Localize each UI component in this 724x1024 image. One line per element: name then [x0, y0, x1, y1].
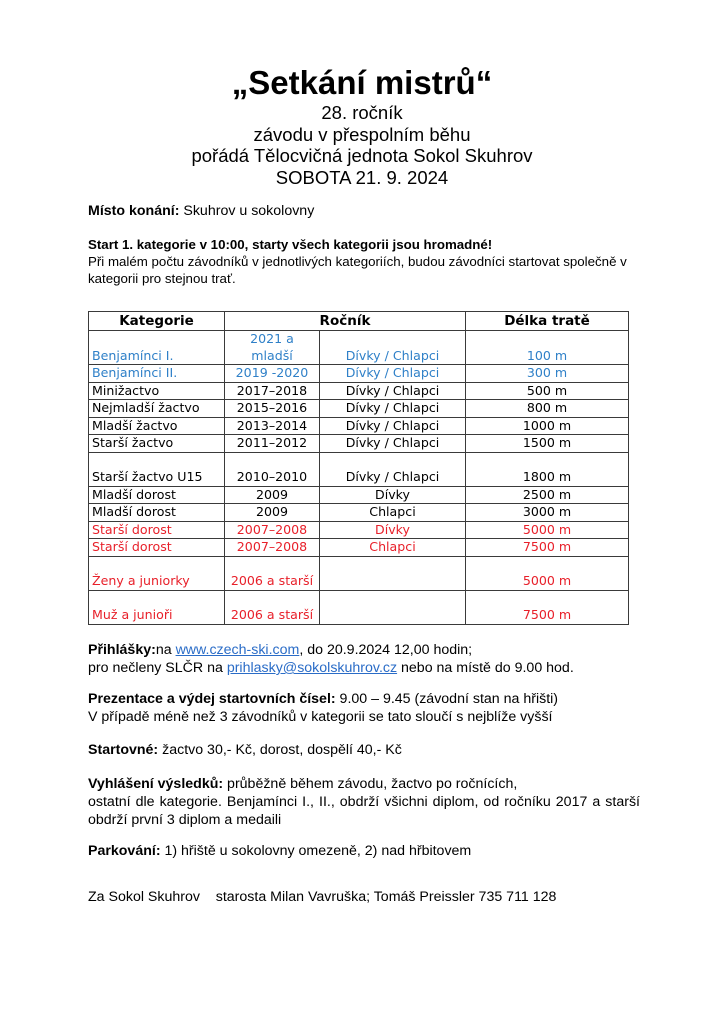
date-line: SOBOTA 21. 9. 2024 — [275, 166, 449, 188]
cell-gender: Dívky / Chlapci — [320, 382, 466, 400]
cell-distance: 3000 m — [466, 504, 629, 522]
table-header-row — [89, 312, 629, 331]
results-label: Vyhlášení výsledků: — [88, 776, 224, 792]
registration-label: Přihlášky: — [88, 642, 156, 658]
cell-year: 2011–2012 — [225, 435, 320, 453]
cell-year: 2021 a mladší — [225, 331, 320, 365]
cell-year: 2007–2008 — [225, 539, 320, 557]
presentation-note: V případě méně než 3 závodníků v kategorii se tato sloučí s nejblíže vyšší — [88, 709, 553, 725]
fee-value: žactvo 30,- Kč, dorost, dospělí 40,- Kč — [158, 742, 402, 758]
page-title: „Setkání mistrů“ — [231, 64, 493, 101]
registration — [88, 641, 640, 677]
table-row — [89, 382, 629, 400]
cell-distance: 2500 m — [466, 486, 629, 504]
cell-category: Mladší žactvo — [89, 417, 225, 435]
cell-distance: 7500 m — [466, 590, 629, 624]
start-headline: Start 1. kategorie v 10:00, starty všech kategorii jsou hromadné! — [88, 237, 493, 252]
cell-category: Minižactvo — [89, 382, 225, 400]
registration-line2-prefix: pro nečleny SLČR na — [88, 660, 227, 676]
cell-distance: 5000 m — [466, 521, 629, 539]
cell-gender: Dívky / Chlapci — [320, 452, 466, 486]
cell-category: Starší dorost — [89, 539, 225, 557]
header-distance: Délka tratě — [466, 312, 629, 331]
cell-category: Starší dorost — [89, 521, 225, 539]
cell-year: 2013–2014 — [225, 417, 320, 435]
start-note: Při malém počtu závodníků v jednotlivých kategoriích, budou závodníci startovat společně v kategorii pro stejnou trať. — [88, 254, 627, 286]
table-row — [89, 486, 629, 504]
fee-label: Startovné: — [88, 742, 159, 758]
cell-gender — [320, 590, 466, 624]
table-row — [89, 365, 629, 383]
cell-year: 2010–2010 — [225, 452, 320, 486]
table-row — [89, 521, 629, 539]
fee — [88, 741, 640, 759]
parking-label: Parkování: — [88, 843, 161, 859]
email-link[interactable]: prihlasky@sokolskuhrov.cz — [226, 660, 398, 676]
venue — [88, 202, 640, 220]
cell-category: Benjamínci II. — [89, 365, 225, 383]
cell-gender: Dívky / Chlapci — [320, 400, 466, 418]
cell-year: 2006 a starší — [225, 556, 320, 590]
cell-gender: Dívky / Chlapci — [320, 331, 466, 365]
cell-category: Benjamínci I. — [89, 331, 225, 365]
header-category: Kategorie — [89, 312, 225, 331]
cell-gender: Dívky / Chlapci — [320, 417, 466, 435]
table-row — [89, 539, 629, 557]
cell-year: 2017–2018 — [225, 382, 320, 400]
results-value: průběžně během závodu, žactvo po ročnících, — [223, 776, 518, 792]
cell-gender: Dívky — [320, 486, 466, 504]
cell-category: Muž a junioři — [89, 590, 225, 624]
cell-distance: 1000 m — [466, 417, 629, 435]
cell-category: Mladší dorost — [89, 504, 225, 522]
cell-year: 2007–2008 — [225, 521, 320, 539]
cell-distance: 5000 m — [466, 556, 629, 590]
cell-gender: Chlapci — [320, 539, 466, 557]
categories-table — [88, 311, 629, 625]
table-row — [89, 331, 629, 365]
table-row — [89, 556, 629, 590]
cell-category: Starší žactvo — [89, 435, 225, 453]
table-row — [89, 435, 629, 453]
results-note: ostatní dle kategorie. Benjamínci I., II., obdrží všichni diplom, od ročníku 2017 a starší obdrží první 3 diplom a medaili — [88, 794, 640, 828]
table-row — [89, 590, 629, 624]
presentation-label: Prezentace a výdej startovních čísel: — [88, 691, 336, 707]
footer-signature: Za Sokol Skuhrov starosta Milan Vavruška; Tomáš Preissler 735 711 128 — [88, 889, 557, 905]
table-row — [89, 504, 629, 522]
cell-gender: Dívky / Chlapci — [320, 435, 466, 453]
results — [88, 775, 640, 829]
cell-distance: 1800 m — [466, 452, 629, 486]
start-info — [88, 236, 640, 287]
cell-distance: 300 m — [466, 365, 629, 383]
parking — [88, 842, 640, 860]
cell-gender: Chlapci — [320, 504, 466, 522]
venue-value: Skuhrov u sokolovny — [179, 203, 315, 219]
cell-year: 2015–2016 — [225, 400, 320, 418]
cell-distance: 7500 m — [466, 539, 629, 557]
cell-gender: Dívky / Chlapci — [320, 365, 466, 383]
parking-value: 1) hřiště u sokolovny omezeně, 2) nad hřbitovem — [160, 843, 472, 859]
cell-year: 2019 -2020 — [225, 365, 320, 383]
table-row — [89, 417, 629, 435]
cell-category: Starší žactvo U15 — [89, 452, 225, 486]
header — [0, 64, 724, 188]
cell-gender: Dívky — [320, 521, 466, 539]
venue-label: Místo konání: — [88, 203, 180, 219]
registration-deadline: , do 20.9.2024 12,00 hodin; — [299, 642, 473, 658]
cell-category: Nejmladší žactvo — [89, 400, 225, 418]
header-year: Ročník — [225, 312, 466, 331]
website-link[interactable]: www.czech-ski.com — [175, 642, 300, 658]
presentation-value: 9.00 – 9.45 (závodní stan na hřišti) — [335, 691, 559, 707]
registration-prefix: na — [155, 642, 176, 658]
cell-year: 2009 — [225, 504, 320, 522]
cell-category: Mladší dorost — [89, 486, 225, 504]
cell-year: 2006 a starší — [225, 590, 320, 624]
cell-distance: 1500 m — [466, 435, 629, 453]
cell-distance: 100 m — [466, 331, 629, 365]
table-row — [89, 400, 629, 418]
cell-category: Ženy a juniorky — [89, 556, 225, 590]
registration-line2-suffix: nebo na místě do 9.00 hod. — [397, 660, 574, 676]
cell-gender — [320, 556, 466, 590]
cell-distance: 500 m — [466, 382, 629, 400]
cell-distance: 800 m — [466, 400, 629, 418]
presentation — [88, 690, 640, 726]
race-type-line: závodu v přespolním běhu — [253, 123, 471, 145]
cell-year: 2009 — [225, 486, 320, 504]
table-row — [89, 452, 629, 486]
edition-line: 28. ročník — [321, 102, 403, 123]
organizer-line: pořádá Tělocvičná jednota Sokol Skuhrov — [191, 145, 533, 166]
